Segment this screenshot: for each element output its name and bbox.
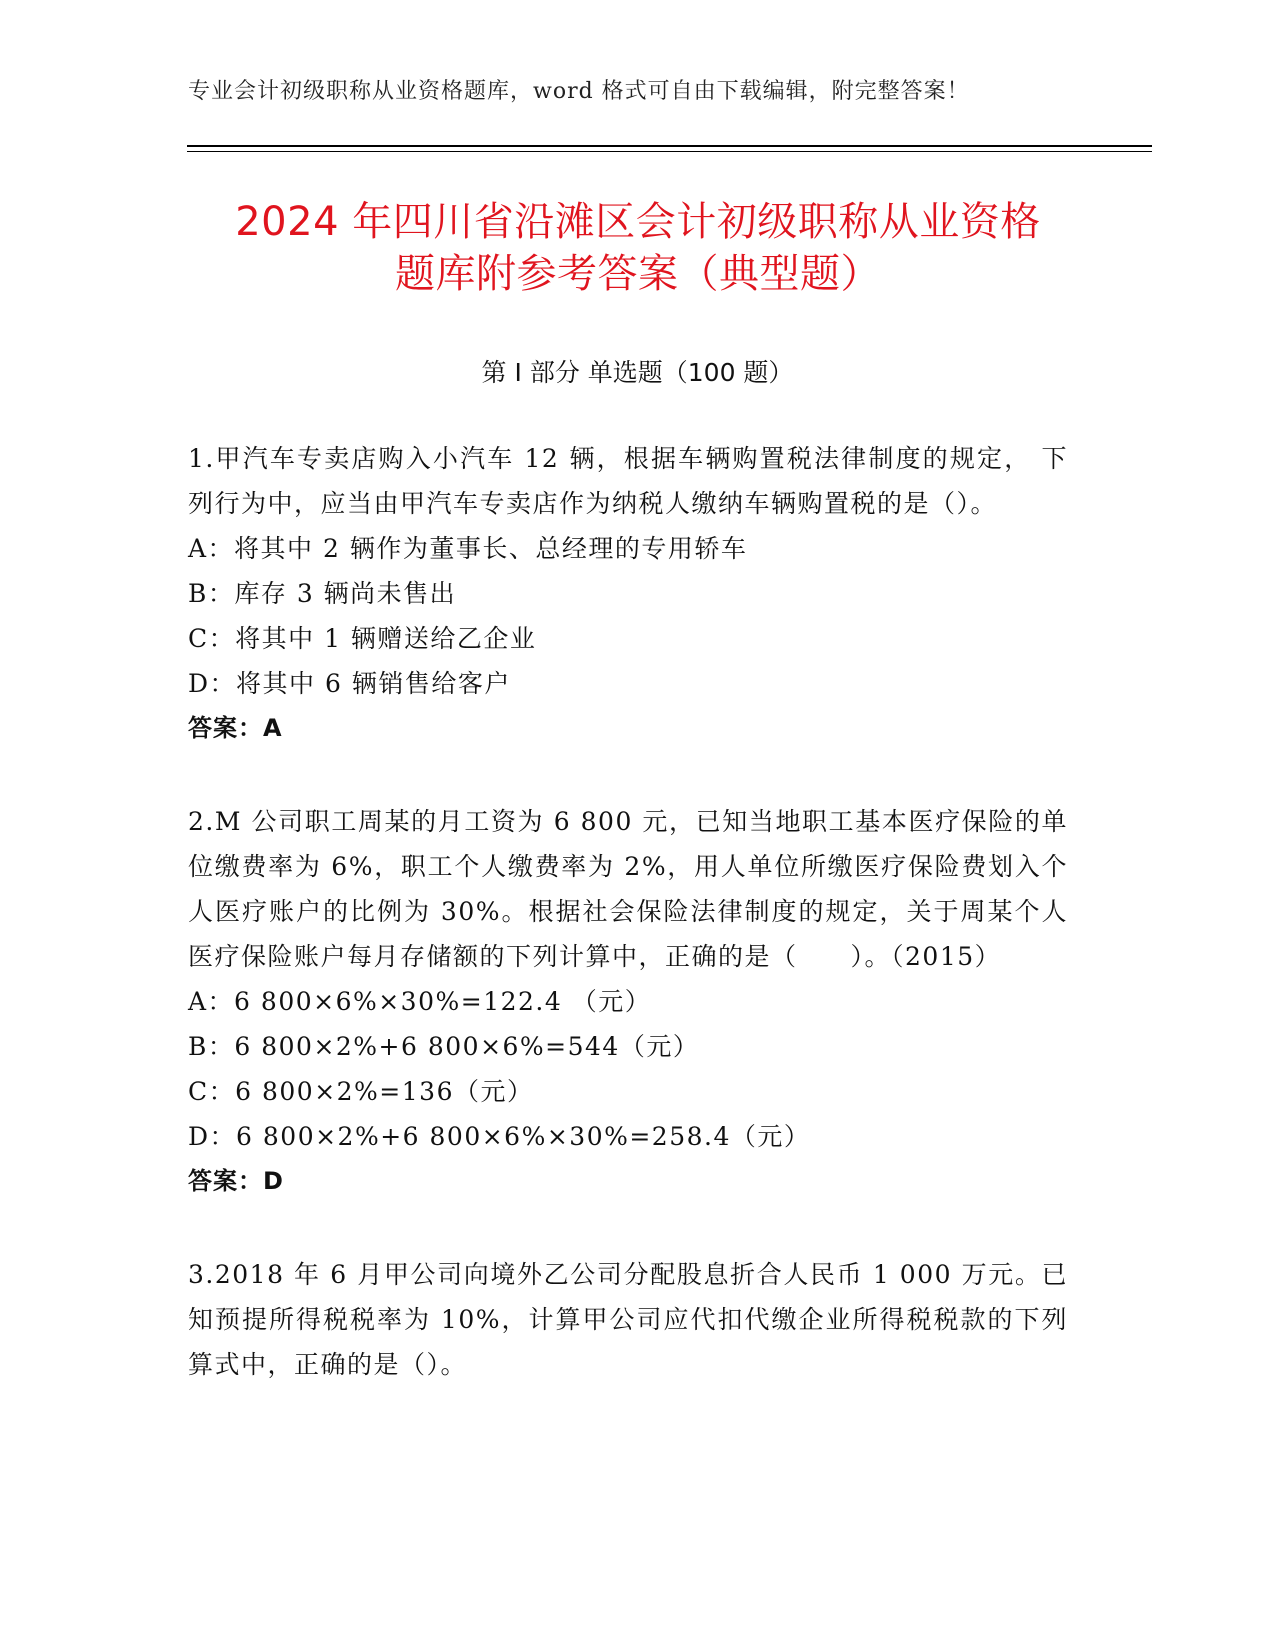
question-list (188, 436, 1068, 1435)
answer: 答案：D (188, 1167, 284, 1195)
question-1 (188, 436, 1068, 751)
document-title (188, 196, 1088, 300)
answer: 答案：A (188, 714, 283, 742)
question-2 (188, 799, 1068, 1204)
option-c: C：将其中 1 辆赠送给乙企业 (188, 624, 537, 653)
question-3 (188, 1252, 1068, 1387)
option-d: D：将其中 6 辆销售给客户 (188, 669, 511, 698)
header-rule-thick (187, 145, 1152, 147)
question-stem: 1.甲汽车专卖店购入小汽车 12 辆，根据车辆购置税法律制度的规定， 下列行为中，应当由甲汽车专卖店作为纳税人缴纳车辆购置税的是（）。 (188, 444, 1068, 518)
question-stem: 2.M 公司职工周某的月工资为 6 800 元，已知当地职工基本医疗保险的单位缴费率为 6%，职工个人缴费率为 2%，用人单位所缴医疗保险费划入个人医疗账户的比例为 30%。根据社会保险法律制度的规定，关于周某个人医疗保险账户每月存储额的下列计算中，正确的是（ ）。（2015） (188, 807, 1068, 971)
question-stem: 3.2018 年 6 月甲公司向境外乙公司分配股息折合人民币 1 000 万元。已知预提所得税税率为 10%，计算甲公司应代扣代缴企业所得税税款的下列算式中，正确的是（）。 (188, 1260, 1068, 1379)
document-title-line-2: 题库附参考答案（典型题） (395, 251, 881, 297)
header-rule-thin (187, 151, 1152, 152)
option-d: D：6 800×2%+6 800×6%×30%=258.4（元） (188, 1122, 811, 1151)
section-heading: 第 I 部分 单选题（100 题） (481, 358, 794, 387)
option-a: A：将其中 2 辆作为董事长、总经理的专用轿车 (188, 534, 748, 563)
document-title-line-1: 2024 年四川省沿滩区会计初级职称从业资格 (235, 199, 1041, 245)
option-b: B：库存 3 辆尚未售出 (188, 579, 457, 608)
option-b: B：6 800×2%+6 800×6%=544（元） (188, 1032, 700, 1061)
option-c: C：6 800×2%=136（元） (188, 1077, 534, 1106)
option-a: A：6 800×6%×30%=122.4 （元） (188, 987, 652, 1016)
header-note: 专业会计初级职称从业资格题库，word 格式可自由下载编辑，附完整答案！ (188, 79, 970, 104)
